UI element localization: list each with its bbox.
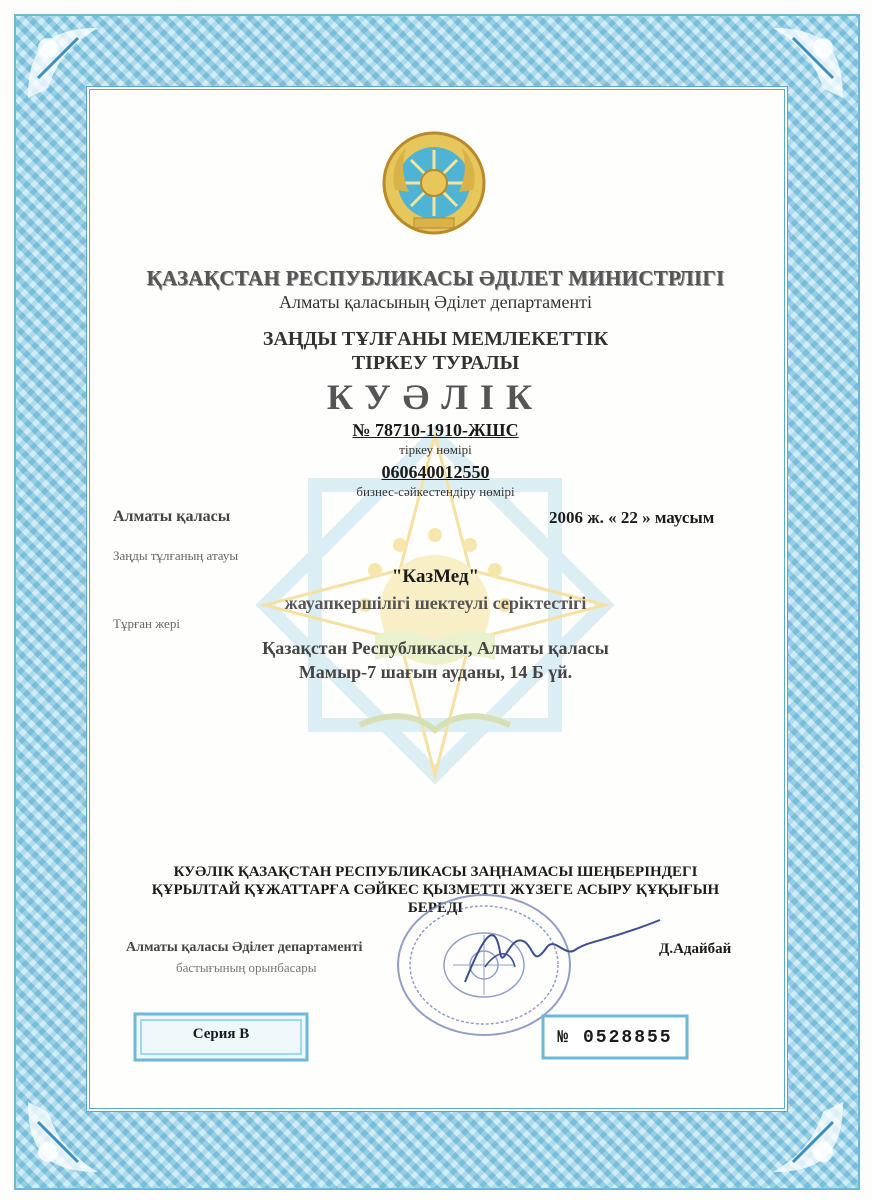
signer-title-line-1: Алматы қаласы Әділет департаменті	[126, 940, 363, 955]
address-label: Тұрған жері	[113, 616, 180, 631]
serial-number: № 0528855	[557, 1028, 673, 1048]
issue-date: 2006 ж. « 22 » маусым	[549, 508, 715, 527]
state-emblem-icon	[381, 130, 487, 236]
address-line-1: Қазақстан Республикасы, Алматы қаласы	[262, 638, 609, 658]
signer-title-line-2: бастығының орынбасары	[176, 960, 317, 975]
grant-text-line-2: ҚҰРЫЛТАЙ ҚҰЖАТТАРҒА СӘЙКЕС ҚЫЗМЕТТІ ЖҮЗЕГЕ АСЫРУ ҚҰҚЫҒЫН	[151, 882, 720, 898]
signature-icon	[455, 912, 665, 992]
signer-name: Д.Адайбай	[659, 941, 732, 957]
grant-text-line-1: КУӘЛІК ҚАЗАҚСТАН РЕСПУБЛИКАСЫ ЗАҢНАМАСЫ ШЕҢБЕРІНДЕГІ	[173, 864, 698, 880]
company-name: "КазМед"	[391, 566, 480, 587]
ministry-title: ҚАЗАҚСТАН РЕСПУБЛИКАСЫ ӘДІЛЕТ МИНИСТРЛІГІ	[146, 266, 725, 290]
business-id-label: бизнес-сәйкестендіру нөмірі	[356, 484, 515, 499]
company-legal-form: жауапкершілігі шектеулі серіктестігі	[284, 593, 587, 613]
heading-line-2: ТІРКЕУ ТУРАЛЫ	[351, 352, 520, 374]
business-id-number: 060640012550	[381, 462, 490, 482]
department-name: Алматы қаласының Әділет департаменті	[278, 292, 593, 312]
certificate-title: КУӘЛІК	[326, 377, 545, 417]
company-name-label: Заңды тұлғаның атауы	[113, 548, 239, 563]
registration-number-label: тіркеу нөмірі	[399, 442, 472, 457]
issue-city: Алматы қаласы	[113, 508, 231, 525]
address-line-2: Мамыр-7 шағын ауданы, 14 Б үй.	[298, 662, 573, 682]
series-label: Серия В	[192, 1026, 250, 1042]
grant-text-line-3: БЕРЕДІ	[407, 900, 464, 916]
heading-line-1: ЗАҢДЫ ТҰЛҒАНЫ МЕМЛЕКЕТТІК	[262, 328, 609, 350]
registration-number: № 78710-1910-ЖШС	[352, 420, 519, 440]
